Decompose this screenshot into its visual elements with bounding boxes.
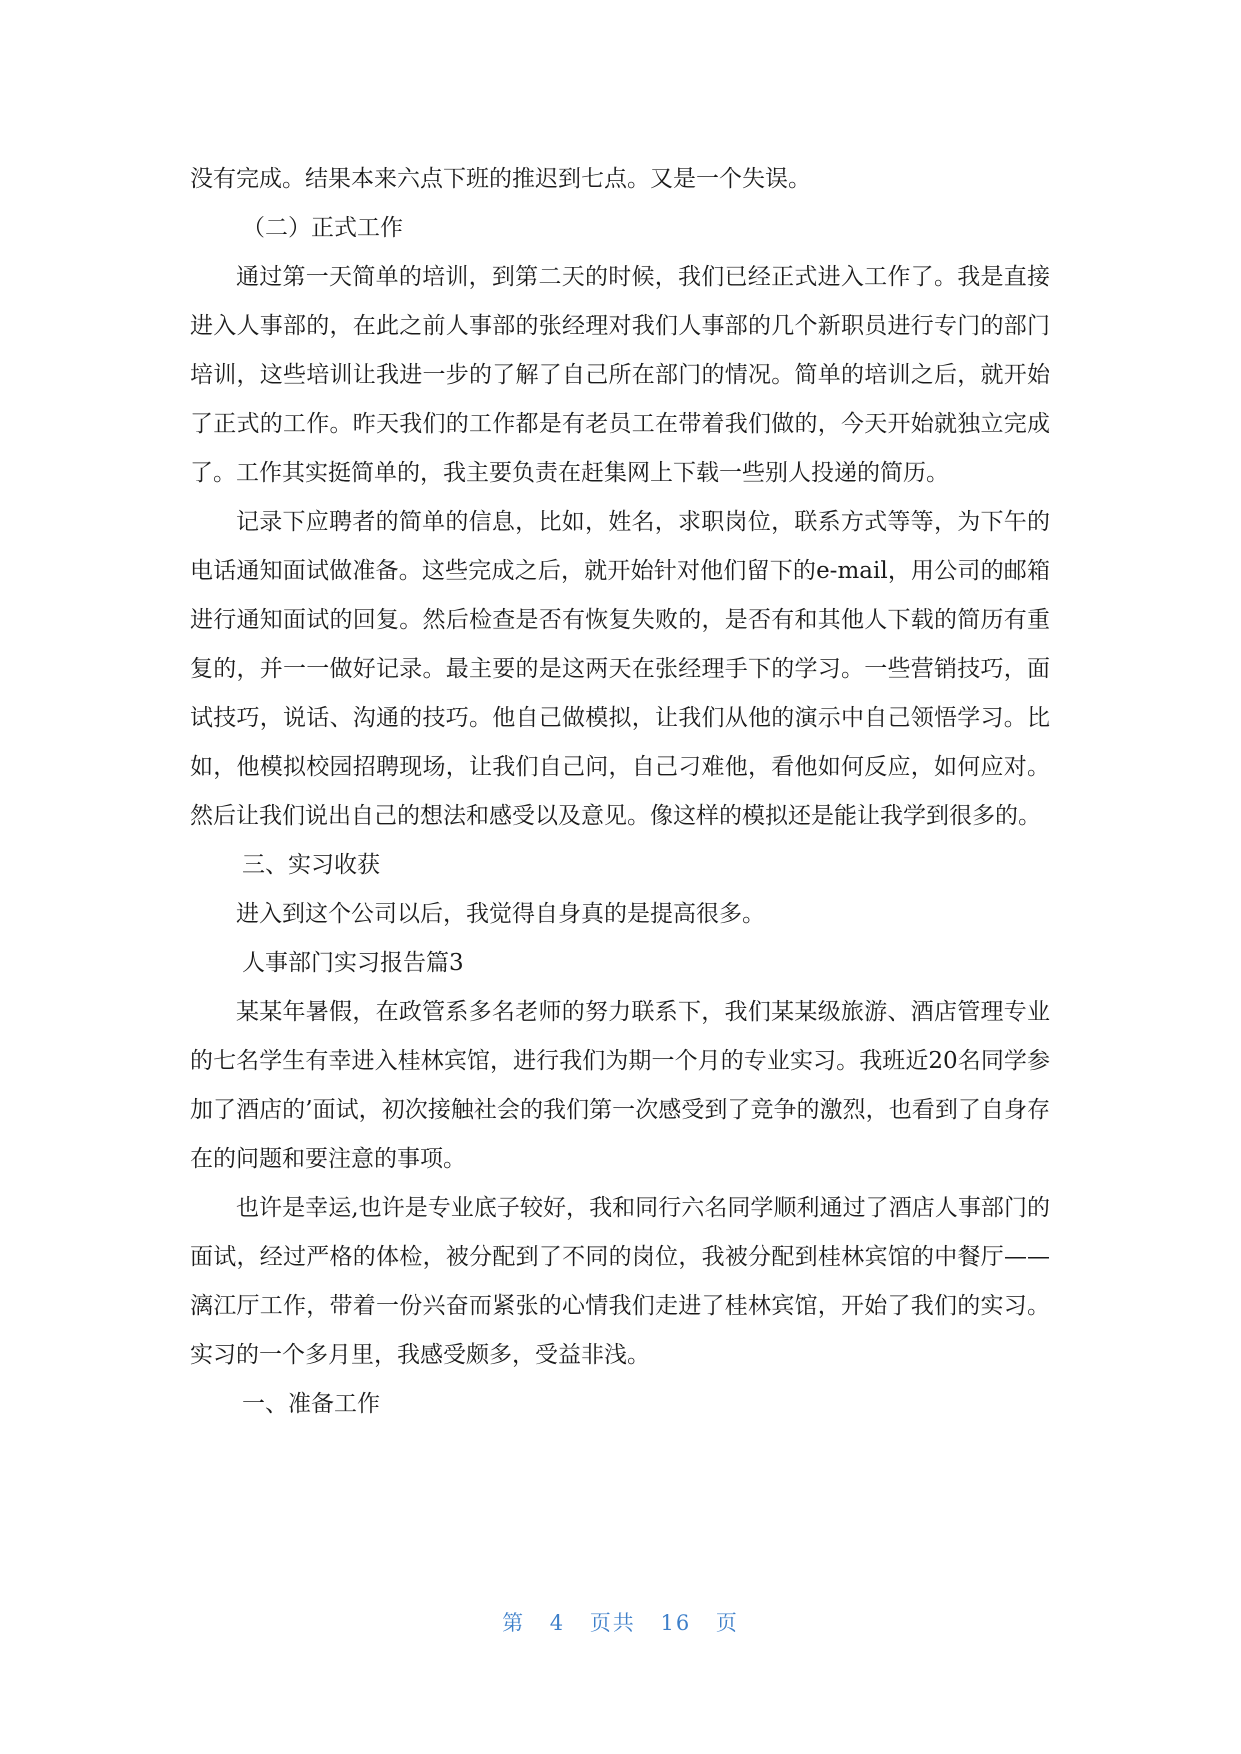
footer-total-pages: 16 [660,1611,692,1635]
footer-current-page: 4 [549,1611,566,1635]
document-body [190,155,1050,1429]
footer-prefix: 第 [502,1611,526,1635]
report-title-part-3: 人事部门实习报告篇3 [242,950,464,976]
footer-middle: 页共 [589,1611,636,1635]
paragraph-summer-internship: 某某年暑假，在政管系多名老师的努力联系下，我们某某级旅游、酒店管理专业的七名学生有幸进入桂林宾馆，进行我们为期一个月的专业实习。我班近20名同学参加了酒店的’面试，初次接触社会的我们第一次感受到了竞争的激烈，也看到了自身存在的问题和要注意的事项。 [190,999,1050,1172]
paragraph-continuation: 没有完成。结果本来六点下班的推迟到七点。又是一个失误。 [190,166,811,192]
paragraph-assignment: 也许是幸运,也许是专业底子较好，我和同行六名同学顺利通过了酒店人事部门的面试，经过严格的体检，被分配到了不同的岗位，我被分配到桂林宾馆的中餐厅——漓江厅工作，带着一份兴奋而紧张的心情我们走进了桂林宾馆，开始了我们的实习。实习的一个多月里，我感受颇多，受益非浅。 [190,1195,1050,1368]
paragraph-record-info: 记录下应聘者的简单的信息，比如，姓名，求职岗位，联系方式等等，为下午的电话通知面试做准备。这些完成之后，就开始针对他们留下的e-mail，用公司的邮箱进行通知面试的回复。然后检查是否有恢复失败的，是否有和其他人下载的简历有重复的，并一一做好记录。最主要的是这两天在张经理手下的学习。一些营销技巧，面试技巧，说话、沟通的技巧。他自己做模拟，让我们从他的演示中自己领悟学习。比如，他模拟校园招聘现场，让我们自己问，自己刁难他，看他如何反应，如何应对。然后让我们说出自己的想法和感受以及意见。像这样的模拟还是能让我学到很多的。 [190,509,1050,829]
paragraph-gains: 进入到这个公司以后，我觉得自身真的是提高很多。 [236,901,765,927]
paragraph-formal-work: 通过第一天简单的培训，到第二天的时候，我们已经正式进入工作了。我是直接进入人事部的，在此之前人事部的张经理对我们人事部的几个新职员进行专门的部门培训，这些培训让我进一步的了解了自己所在部门的情况。简单的培训之后，就开始了正式的工作。昨天我们的工作都是有老员工在带着我们做的，今天开始就独立完成了。工作其实挺简单的，我主要负责在赶集网上下载一些别人投递的简历。 [190,264,1050,486]
footer-suffix: 页 [715,1611,739,1635]
section-heading-preparation: 一、准备工作 [242,1391,380,1417]
section-heading-internship-gains: 三、实习收获 [242,852,380,878]
page-footer [0,1607,1241,1637]
section-heading-formal-work: （二）正式工作 [242,215,403,241]
